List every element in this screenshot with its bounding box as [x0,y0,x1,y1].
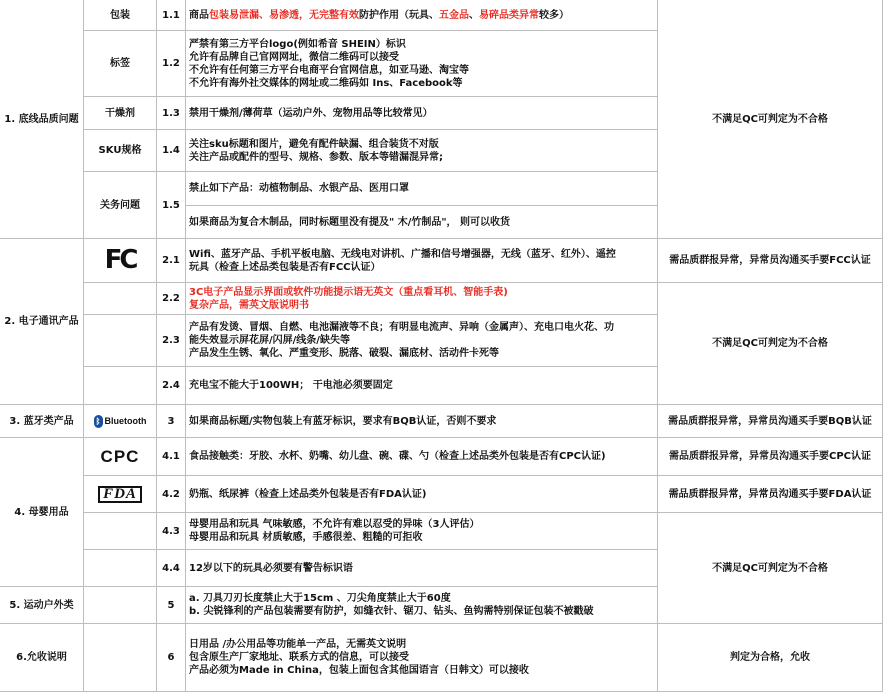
empty-cell [84,624,157,692]
rule-code: 1.3 [157,97,186,130]
category-cell: 2. 电子通讯产品 [0,239,84,405]
category-cell: 4. 母婴用品 [0,438,84,587]
fda-logo: FDA [98,486,142,503]
result-cell: 不满足QC可判定为不合格 [658,0,883,239]
rule-text: 3C电子产品显示界面或软件功能提示语无英文（重点看耳机、智能手表) 复杂产品，需英文版说明书 [186,283,658,315]
empty-cell [84,587,157,624]
empty-cell [84,283,157,315]
rule-text: 关注sku标题和图片，避免有配件缺漏、组合装货不对版 关注产品或配件的型号、规格、参数、版本等错漏混异常; [186,130,658,172]
cpc-logo: CPC [100,447,140,466]
rule-text: 充电宝不能大于100WH； 干电池必须要固定 [186,367,658,405]
category-cell: 3. 蓝牙类产品 [0,405,84,438]
result-cell: 需品质群报异常，异常员沟通买手要BQB认证 [658,405,883,438]
result-cell: 不满足QC可判定为不合格 [658,513,883,624]
sub-label-cell: 包装 [84,0,157,31]
result-cell: 不满足QC可判定为不合格 [658,283,883,405]
rule-code: 1.4 [157,130,186,172]
rule-code: 5 [157,587,186,624]
rule-code: 4.2 [157,476,186,513]
rule-code: 2.3 [157,315,186,367]
rule-text: 食品接触类：牙胶、水杯、奶嘴、幼儿盘、碗、碟、勺（检查上述品类外包装是否有CPC认证) [186,438,658,476]
rule-text: 严禁有第三方平台logo(例如希音 SHEIN）标识 允许有品牌自己官网网址，微信二维码可以接受 不允许有任何第三方平台电商平台官网信息，如亚马逊、淘宝等 不允许有海外社交媒体的网址或二维码如 Ins、Facebook等 [186,31,658,97]
rule-text: 商品包装易泄漏、易渗透，无完整有效防护作用（玩具、五金品、易碎品类异常较多） [186,0,658,31]
bluetooth-logo: ᛒ Bluetooth [94,415,147,428]
empty-cell [84,315,157,367]
rule-text: a. 刀具刀刃长度禁止大于15cm 、刀尖角度禁止大于60度 b. 尖锐锋利的产品包装需要有防护，如缝衣针、锯刀、钻头、鱼钩需特别保证包装不被戳破 [186,587,658,624]
category-cell: 5. 运动户外类 [0,587,84,624]
rule-code: 3 [157,405,186,438]
rule-text: 禁止如下产品：动植物制品、水银产品、医用口罩 [186,172,658,206]
rule-text: 如果商品为复合木制品，同时标题里没有提及" 木/竹制品"， 则可以收货 [186,206,658,239]
rule-code: 4.1 [157,438,186,476]
logo-cell [84,476,157,513]
rule-text: Wifi、蓝牙产品、手机平板电脑、无线电对讲机、广播和信号增强器，无线（蓝牙、红外）、遥控 玩具（检查上述品类包装是否有FCC认证） [186,239,658,283]
sub-label-cell: 标签 [84,31,157,97]
result-cell: 需品质群报异常，异常员沟通买手要CPC认证 [658,438,883,476]
result-cell: 判定为合格，允收 [658,624,883,692]
logo-cell [84,239,157,283]
empty-cell [84,550,157,587]
fcc-logo: FC [104,245,136,275]
rule-code: 4.3 [157,513,186,550]
rule-text: 母婴用品和玩具 气味敏感，不允许有难以忍受的异味（3人评估） 母婴用品和玩具 材质敏感，手感很差、粗糙的可拒收 [186,513,658,550]
category-cell: 1. 底线品质问题 [0,0,84,239]
empty-cell [84,367,157,405]
sub-label-cell: SKU规格 [84,130,157,172]
rule-code: 2.2 [157,283,186,315]
rule-text: 如果商品标题/实物包装上有蓝牙标识，要求有BQB认证，否则不要求 [186,405,658,438]
sub-label-cell: 干燥剂 [84,97,157,130]
empty-cell [84,513,157,550]
rule-text: 禁用干燥剂/薄荷草（运动户外、宠物用品等比较常见） [186,97,658,130]
result-cell: 需品质群报异常，异常员沟通买手要FCC认证 [658,239,883,283]
rule-code: 4.4 [157,550,186,587]
rule-text: 12岁以下的玩具必须要有警告标识语 [186,550,658,587]
sub-label-cell: 关务问题 [84,172,157,239]
rule-code: 1.1 [157,0,186,31]
category-cell: 6.允收说明 [0,624,84,692]
rule-text: 奶瓶、纸尿裤（检查上述品类外包装是否有FDA认证) [186,476,658,513]
bluetooth-icon: ᛒ [94,415,103,428]
result-cell: 需品质群报异常，异常员沟通买手要FDA认证 [658,476,883,513]
rule-code: 1.5 [157,172,186,239]
rule-code: 6 [157,624,186,692]
rule-code: 2.4 [157,367,186,405]
rule-code: 1.2 [157,31,186,97]
rule-text: 产品有发烫、冒烟、自燃、电池漏液等不良；有明显电流声、异响（金属声）、充电口电火花、功 能失效显示屏花屏/闪屏/线条/缺失等 产品发生生锈、氧化、严重变形、脱落、破裂、漏底材、活动件卡死等 [186,315,658,367]
rule-code: 2.1 [157,239,186,283]
rule-text: 日用品 /办公用品等功能单一产品，无需英文说明 包含原生产厂家地址、联系方式的信息，可以接受 产品必须为Made in China，包装上面包含其他国语言（日韩文）可以接收 [186,624,658,692]
logo-cell [84,405,157,438]
logo-cell [84,438,157,476]
